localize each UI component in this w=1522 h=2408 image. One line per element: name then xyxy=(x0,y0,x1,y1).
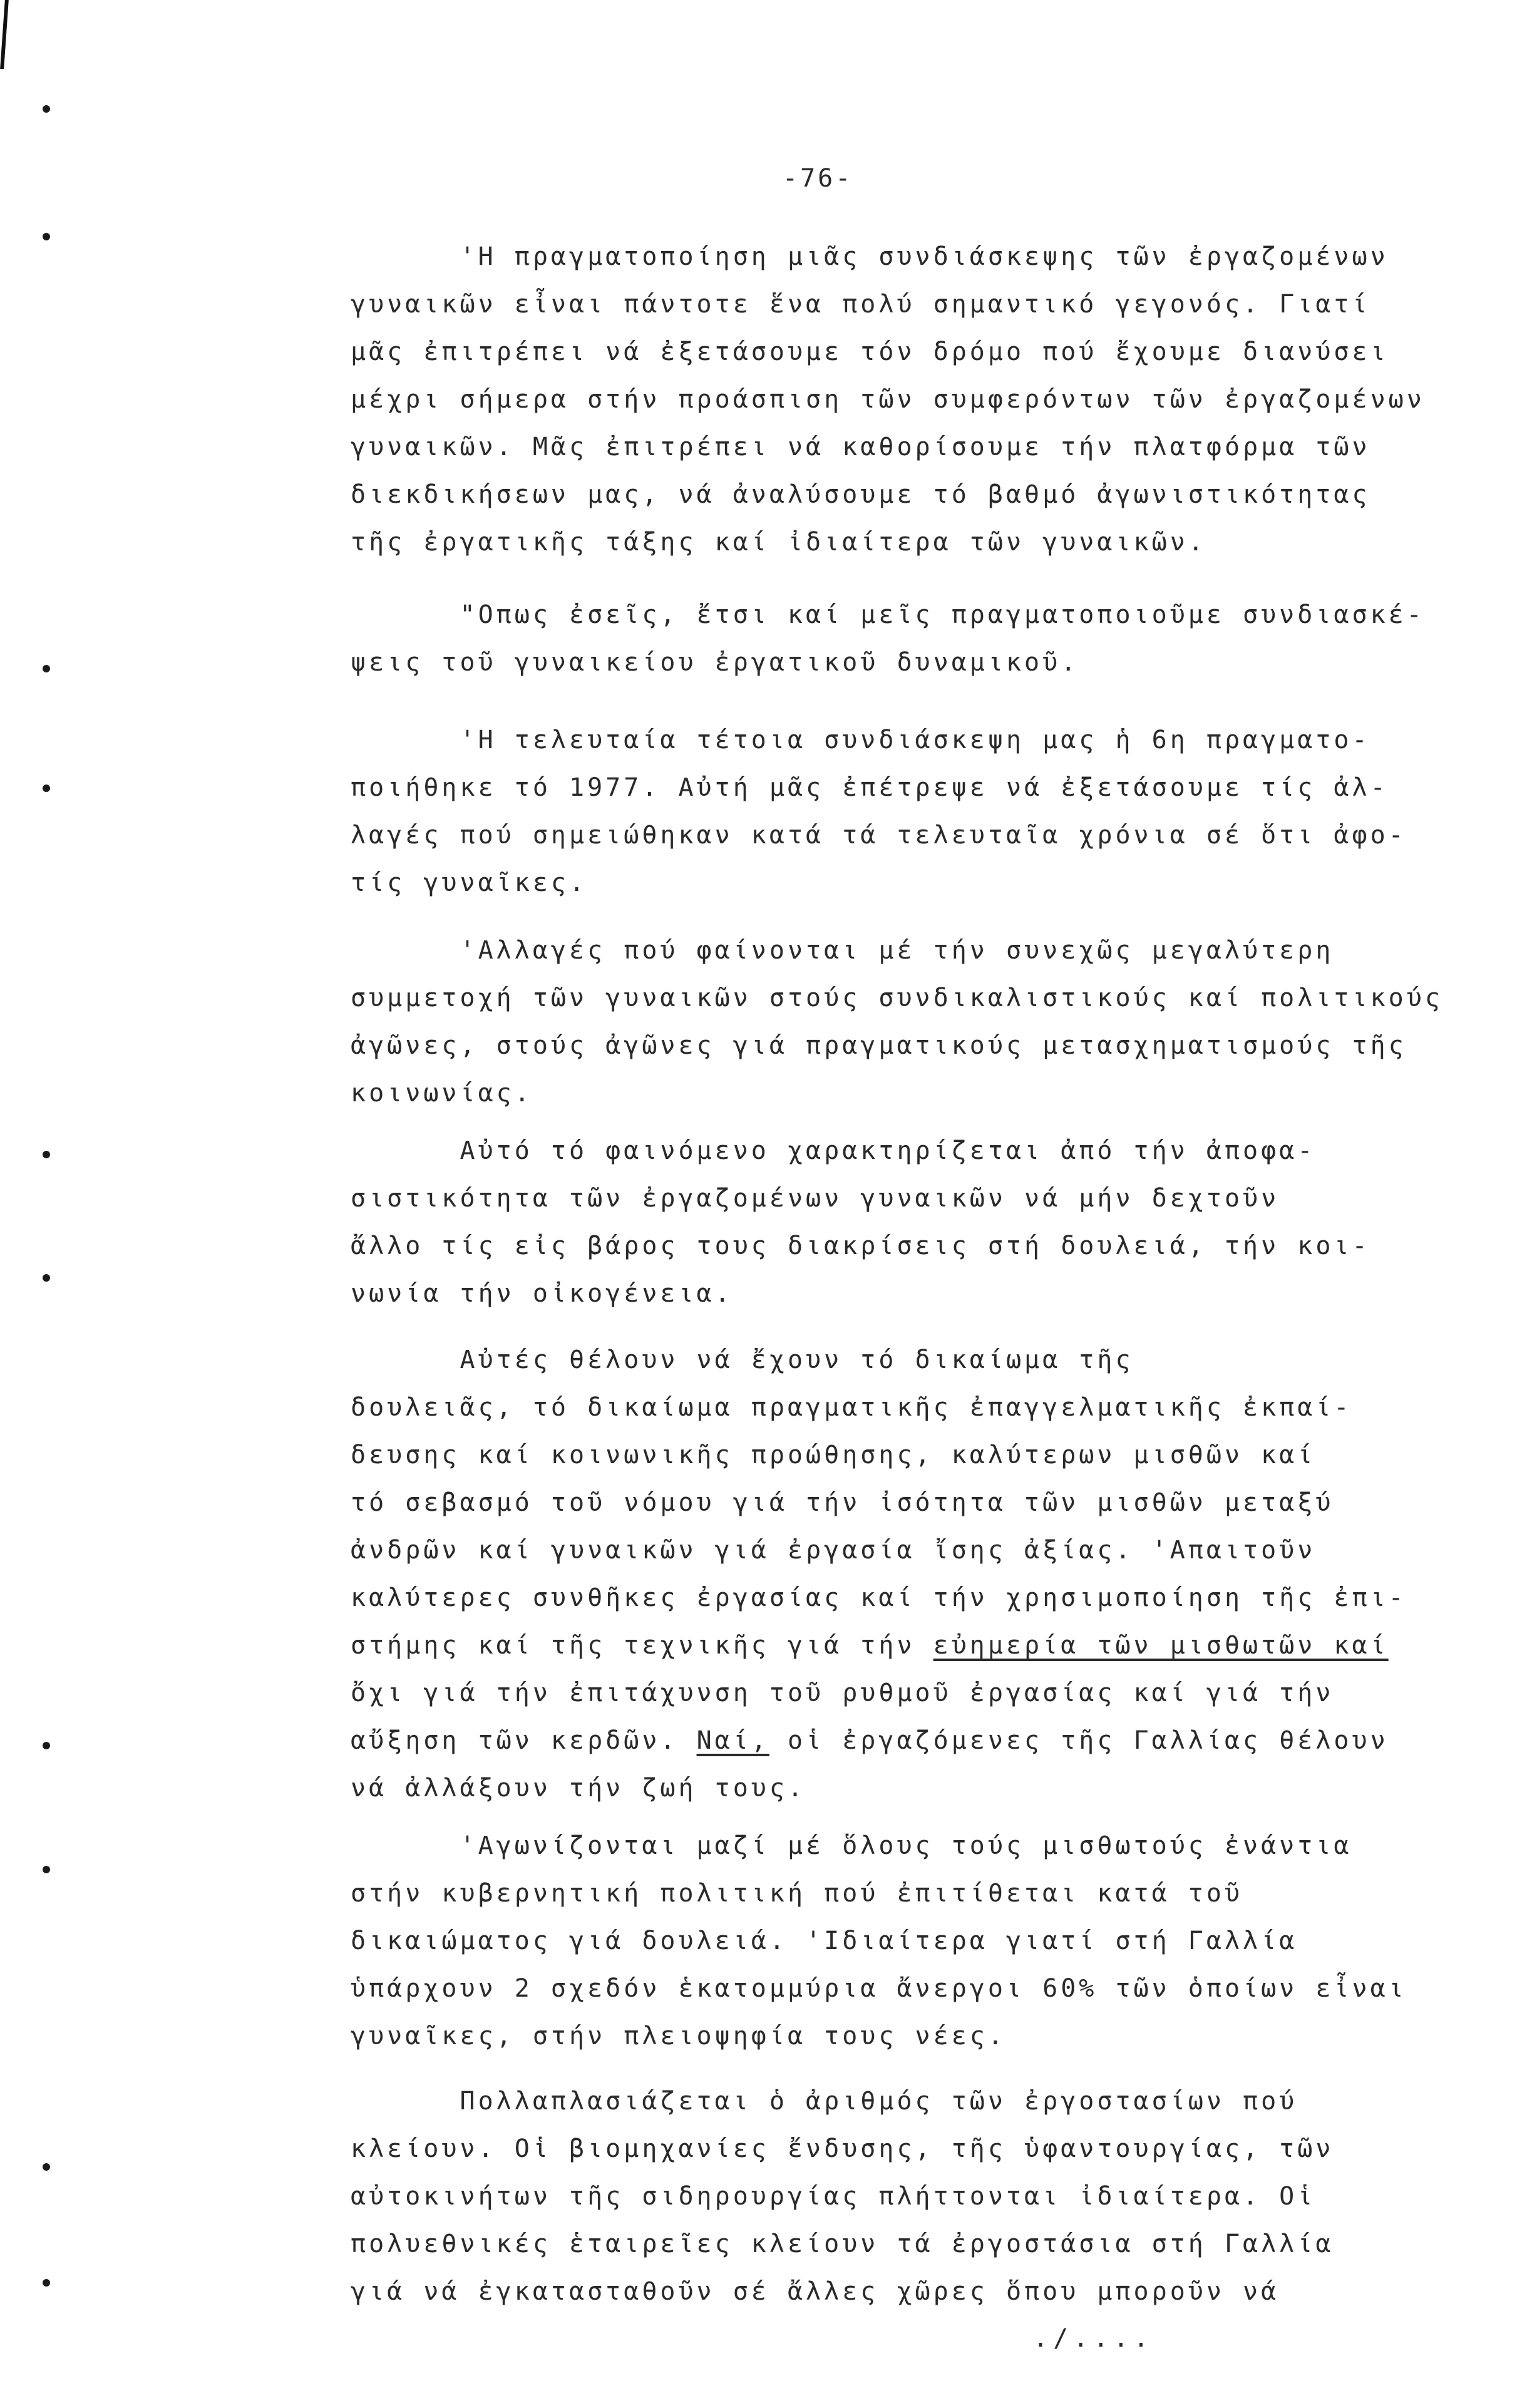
text-line: μᾶς ἐπιτρέπει νά ἐξετάσουμε τόν δρόμο πού ἔχουμε διανύσει xyxy=(351,337,1389,366)
text-segment: στήμης καί τῆς τεχνικῆς γιά τήν xyxy=(351,1631,933,1660)
text-line: νωνία τήν οἰκογένεια. xyxy=(351,1279,733,1308)
paragraph xyxy=(351,927,1478,1117)
margin-dot xyxy=(43,1742,50,1749)
text-segment: αὔξηση τῶν κερδῶν. xyxy=(351,1726,697,1755)
text-line: κλείουν. Οἱ βιομηχανίες ἔνδυσης, τῆς ὑφαντουργίας, τῶν xyxy=(351,2134,1334,2163)
margin-dot xyxy=(43,1274,50,1282)
margin-dot xyxy=(43,233,50,240)
paragraph xyxy=(351,1127,1478,1317)
text-line: τίς γυναῖκες. xyxy=(351,868,588,897)
margin-dot xyxy=(43,105,50,113)
underlined-phrase: εὐημερία τῶν μισθωτῶν καί xyxy=(933,1631,1389,1660)
text-line: 'Η πραγματοποίηση μιᾶς συνδιάσκεψης τῶν ἐργαζομένων xyxy=(351,242,1389,271)
text-line: δευσης καί κοινωνικῆς προώθησης, καλύτερων μισθῶν καί xyxy=(351,1441,1316,1469)
paragraph xyxy=(351,233,1478,566)
text-line: σιστικότητα τῶν ἐργαζομένων γυναικῶν νά μήν δεχτοῦν xyxy=(351,1184,1280,1213)
margin-dot xyxy=(43,1151,50,1158)
paragraph xyxy=(351,1822,1478,2060)
text-line: 'Αγωνίζονται μαζί μέ ὅλους τούς μισθωτούς ἐνάντια xyxy=(351,1831,1352,1860)
text-line: πολυεθνικές ἑταιρεῖες κλείουν τά ἐργοστάσια στή Γαλλία xyxy=(351,2230,1334,2258)
text-line: διεκδικήσεων μας, νά ἀναλύσουμε τό βαθμό ἀγωνιστικότητας xyxy=(351,480,1370,509)
paragraph xyxy=(351,2077,1478,2315)
text-line: κοινωνίας. xyxy=(351,1079,533,1108)
continuation-mark: ./.... xyxy=(1033,2324,1154,2353)
underlined-word: Ναί, xyxy=(696,1726,769,1755)
text-line: στήν κυβερνητική πολιτική πού ἐπιτίθεται κατά τοῦ xyxy=(351,1879,1243,1908)
text-line xyxy=(351,1622,1478,1669)
text-line: γυναῖκες, στήν πλειοψηφία τους νέες. xyxy=(351,2022,1006,2050)
text-line: 'Αλλαγές πού φαίνονται μέ τήν συνεχῶς μεγαλύτερη xyxy=(351,936,1334,965)
text-line: ἄλλο τίς εἰς βάρος τους διακρίσεις στή δουλειά, τήν κοι- xyxy=(351,1232,1370,1260)
margin-dot xyxy=(43,785,50,792)
margin-dot xyxy=(43,665,50,672)
text-line: Αὐτό τό φαινόμενο χαρακτηρίζεται ἀπό τήν ἀποφα- xyxy=(351,1136,1316,1165)
margin-dot xyxy=(43,2279,50,2287)
margin-dot xyxy=(43,1866,50,1873)
text-line: γυναικῶν. Μᾶς ἐπιτρέπει νά καθορίσουμε τήν πλατφόρμα τῶν xyxy=(351,433,1370,461)
text-line: καλύτερες συνθῆκες ἐργασίας καί τήν χρησιμοποίηση τῆς ἐπι- xyxy=(351,1583,1407,1612)
text-line: τό σεβασμό τοῦ νόμου γιά τήν ἰσότητα τῶν μισθῶν μεταξύ xyxy=(351,1488,1334,1517)
paragraph xyxy=(351,1336,1478,1812)
text-line: δικαιώματος γιά δουλειά. 'Ιδιαίτερα γιατί στή Γαλλία xyxy=(351,1927,1298,1955)
paragraph xyxy=(351,591,1478,686)
text-line: ὄχι γιά τήν ἐπιτάχυνση τοῦ ρυθμοῦ ἐργασίας καί γιά τήν xyxy=(351,1679,1334,1707)
text-line: ἀνδρῶν καί γυναικῶν γιά ἐργασία ἴσης ἀξίας. 'Απαιτοῦν xyxy=(351,1536,1316,1565)
text-line: ὑπάρχουν 2 σχεδόν ἑκατομμύρια ἄνεργοι 60% τῶν ὁποίων εἶναι xyxy=(351,1974,1407,2003)
text-line: Αὐτές θέλουν νά ἔχουν τό δικαίωμα τῆς xyxy=(351,1345,1134,1374)
margin-dot xyxy=(43,2163,50,2171)
text-line: συμμετοχή τῶν γυναικῶν στούς συνδικαλιστικούς καί πολιτικούς xyxy=(351,984,1443,1012)
text-line: ἀγῶνες, στούς ἀγῶνες γιά πραγματικούς μετασχηματισμούς τῆς xyxy=(351,1031,1407,1060)
text-line: 'Η τελευταία τέτοια συνδιάσκεψη μας ἡ 6η πραγματο- xyxy=(351,726,1370,754)
binding-mark xyxy=(0,0,9,69)
text-line: νά ἀλλάξουν τήν ζωή τους. xyxy=(351,1774,806,1803)
text-line xyxy=(351,1717,1478,1764)
text-line: ψεις τοῦ γυναικείου ἐργατικοῦ δυναμικοῦ. xyxy=(351,648,1079,677)
text-line: λαγές πού σημειώθηκαν κατά τά τελευταῖα χρόνια σέ ὅτι ἀφο- xyxy=(351,821,1407,850)
text-line: δουλειᾶς, τό δικαίωμα πραγματικῆς ἐπαγγελματικῆς ἐκπαί- xyxy=(351,1393,1352,1422)
text-line: γυναικῶν εἶναι πάντοτε ἕνα πολύ σημαντικό γεγονός. Γιατί xyxy=(351,290,1370,319)
text-segment: οἱ ἐργαζόμενες τῆς Γαλλίας θέλουν xyxy=(769,1726,1389,1755)
page-number: -76- xyxy=(783,164,853,193)
text-line: "Οπως ἐσεῖς, ἔτσι καί μεῖς πραγματοποιοῦμε συνδιασκέ- xyxy=(351,600,1425,629)
text-line: τῆς ἐργατικῆς τάξης καί ἰδιαίτερα τῶν γυναικῶν. xyxy=(351,528,1206,557)
text-line: Πολλαπλασιάζεται ὁ ἀριθμός τῶν ἐργοστασίων πού xyxy=(351,2087,1298,2116)
text-line: μέχρι σήμερα στήν προάσπιση τῶν συμφερόντων τῶν ἐργαζομένων xyxy=(351,385,1425,414)
text-line: γιά νά ἐγκατασταθοῦν σέ ἄλλες χῶρες ὅπου μποροῦν νά xyxy=(351,2277,1280,2306)
text-line: αὐτοκινήτων τῆς σιδηρουργίας πλήττονται ἰδιαίτερα. Οἱ xyxy=(351,2182,1316,2211)
paragraph xyxy=(351,716,1478,907)
text-line: ποιήθηκε τό 1977. Αὐτή μᾶς ἐπέτρεψε νά ἐξετάσουμε τίς ἀλ- xyxy=(351,773,1389,802)
